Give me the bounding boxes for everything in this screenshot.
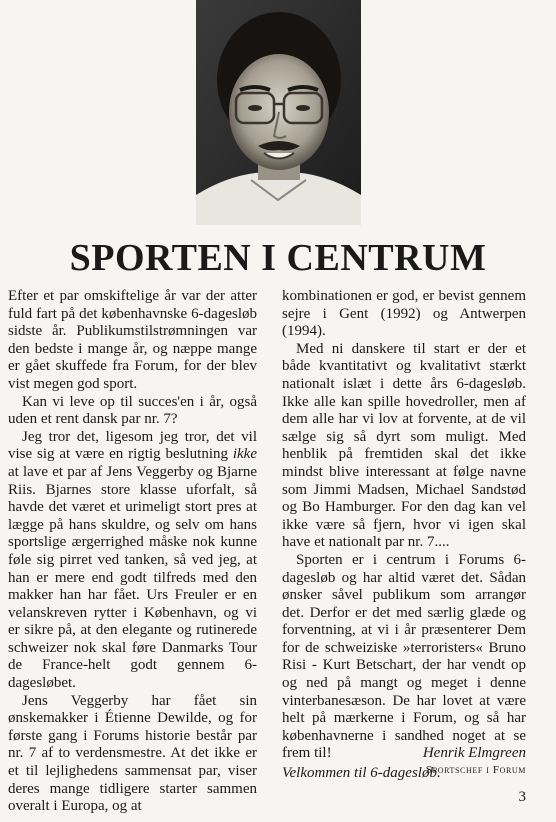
signature-block	[423, 744, 526, 778]
paragraph: Kan vi leve op til succes'en i år, også uden et rent dansk par nr. 7?	[8, 393, 257, 428]
author-name: Henrik Elmgreen	[422, 745, 526, 761]
left-column	[8, 288, 257, 816]
paragraph: Med ni danskere til start er der et både kvantitativt og kvalitativt stærkt nationalt islæt i dette års 6-dagesløb. Ikke alle kan spille hovedroller, men af dem alle har vi lov at forvente, at de vil sælge sig så dyrt som muligt. Med henblik på fremtiden skal det ikke mindst blive interessant at følge navne som Jimmi Madsen, Michael Sandstød og Bo Hamburger. For den dag kan vel ikke være så fjern, hvor vi igen skal have et nationalt par nr. 7....	[282, 340, 526, 551]
paragraph: kombinationen er god, er bevist gennem sejre i Gent (1992) og Antwerpen (1994).	[282, 288, 526, 340]
paragraph	[8, 429, 257, 693]
paragraph: Sporten er i centrum i Forums 6-dagesløb og har altid været det. Sådan ønsker såvel publikum som arrangør det. Derfor er det med særlig glæde og forventning, at vi i år præsenterer Dem for de schweiziske »terroristers« Bruno Risi - Kurt Betschart, der har vendt op og ned på mangt og meget i denne vinterbanesæson. De har lovet at være helt på mærkerne i Forum, og så har københavnerne i sandhed noget at se frem til!	[282, 551, 526, 762]
welcome-line: Velkommen til 6-dagesløb.	[282, 765, 441, 782]
right-column	[282, 288, 526, 783]
author-portrait-photo	[196, 0, 361, 225]
article-headline: SPORTEN I CENTRUM	[69, 237, 487, 279]
paragraph-text: Jeg tror det, ligesom jeg tror, det vil vise sig at være en rigtig beslutning	[8, 428, 257, 463]
emphasis-text: ikke	[232, 446, 257, 463]
paragraph: Efter et par omskiftelige år var der atter fuld fart på det københavnske 6-dagesløb sidste år. Publikumstilstrømningen var den bedste i mange år, og næppe mange er gået skuffede fra Forum, for der blev vist megen god sport.	[8, 288, 257, 392]
paragraph-text: at lave et par af Jens Veggerby og Bjarne Riis. Bjarnes store klasse uforfalt, så havde det været et urimeligt stort pres at lægge på hans skuldre, og selv om hans sportslige ærgerrighed måske nok kunne føle sig pirret ved tanken, så ved jeg, at han er mere end godt tilfreds med den makker han har fået. Urs Freuler er en velanskreven rytter i København, og vi er sikre på, at den elegante og rutinerede schweizer nok skal føre Danmarks Tour de France-helt godt gennem 6-dagesløbet.	[8, 463, 257, 692]
paragraph: Jens Veggerby har fået sin ønskemakker i Étienne Dewilde, og for første gang i Forums historie består par nr. 7 af to verdensmestre. At det ikke er et til lejlighedens sammensat par, viser deres mange tidligere starter sammen overalt i Europa, og at	[8, 692, 257, 815]
page-number: 3	[518, 789, 526, 805]
author-title: Sportschef i Forum	[425, 764, 526, 776]
